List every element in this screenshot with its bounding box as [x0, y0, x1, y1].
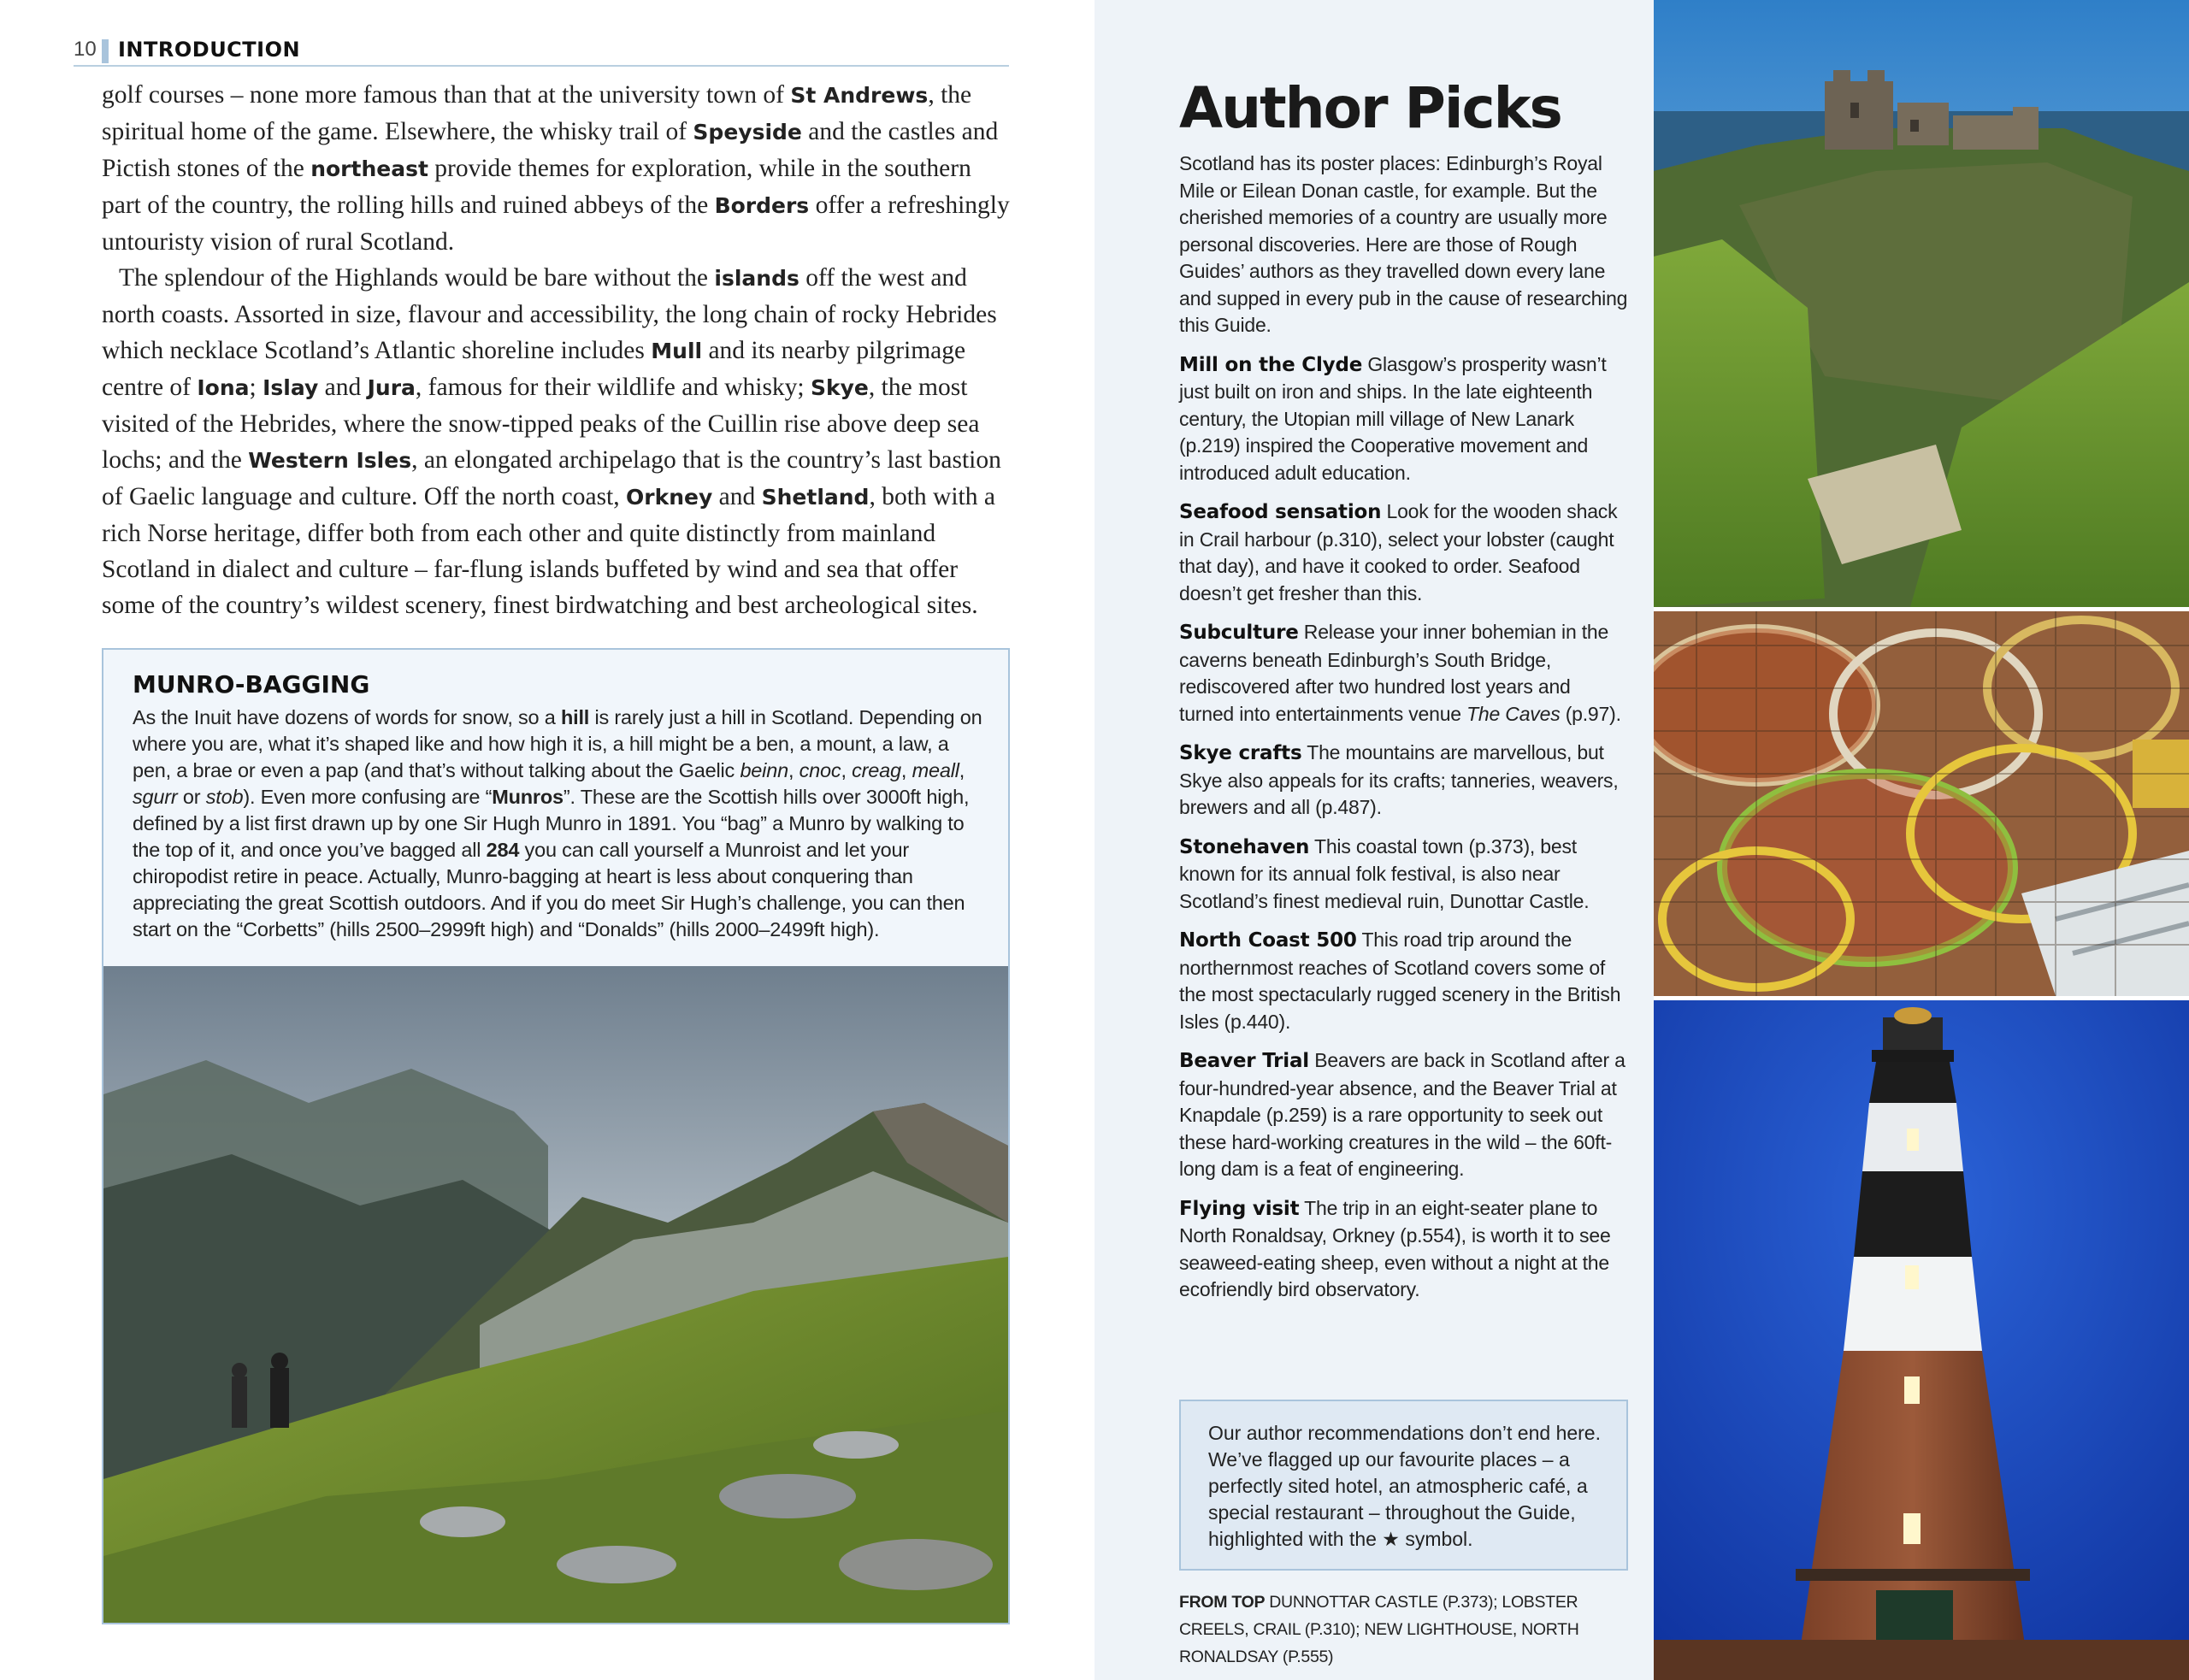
text-run: and — [318, 374, 368, 401]
text-run: , — [841, 759, 853, 781]
pick-item — [1179, 834, 1628, 916]
lighthouse-illustration — [1654, 1000, 2189, 1680]
page-number: 10 — [74, 38, 97, 61]
castle-cliff-illustration — [1654, 0, 2189, 607]
bold-term: Shetland — [761, 485, 870, 510]
pick-item — [1179, 619, 1628, 728]
italic-term: The Caves — [1466, 702, 1561, 725]
bold-term: Orkney — [626, 485, 713, 510]
author-picks-title: Author Picks — [1179, 75, 1561, 141]
bold-term: Skye — [811, 375, 869, 400]
text-run: Release your inner bohemian in the caverns beneath Edinburgh’s South Bridge, rediscovered after two hundred lost years and turned into entertainments venue — [1179, 621, 1609, 725]
author-picks-list — [1179, 150, 1628, 1316]
pick-name: Beaver Trial — [1179, 1050, 1309, 1072]
pick-name: North Coast 500 — [1179, 929, 1357, 952]
lighthouse-photo — [1654, 1000, 2189, 1680]
author-picks-intro: Scotland has its poster places: Edinburgh’s Royal Mile or Eilean Donan castle, for example. But the cherished memories of a country are usually more personal discoveries. Here are those of Rough Guides’ authors as they travelled down every lane and supped in every pub in the cause of researching this Guide. — [1179, 152, 1628, 336]
pick-item — [1179, 1047, 1628, 1183]
recommendations-note-text: Our author recommendations don’t end here. We’ve flagged up our favourite places – a perfectly sited hotel, an atmospheric café, a special restaurant – throughout the Guide, highlighted with the ★ symbol. — [1208, 1422, 1601, 1550]
bold-term: St Andrews — [790, 83, 929, 108]
dunnottar-castle-photo — [1654, 0, 2189, 607]
text-run: Beavers are back in Scotland after a four-hundred-year absence, and the Beaver Trial at Knapdale (p.259) is a rare opportunity to seek out these hard-working creatures in the wild – the 60ft-long dam is a feat of engineering. — [1179, 1049, 1626, 1180]
photo-column — [1654, 0, 2189, 1680]
text-run: (p.97). — [1560, 702, 1621, 725]
bold-term: Munros — [492, 786, 563, 808]
italic-term: beinn — [740, 759, 788, 781]
text-run: golf courses – none more famous than that at the university town of — [102, 81, 791, 109]
bold-term: 284 — [486, 839, 520, 861]
text-run: is rarely just a hill in Scotland. Depending on where you are, what it’s shaped like and how high it is, a hill might be a ben, a mount, a law, a pen, a brae or even a pap (and that’s without talking about the Gaelic — [133, 706, 982, 781]
pick-item — [1179, 927, 1628, 1035]
text-run: This road trip around the northernmost reaches of Scotland covers some of the most spectacularly rugged scenery in the British Isles (p.440). — [1179, 928, 1621, 1033]
pick-name: Subculture — [1179, 622, 1299, 644]
munro-box-title: MUNRO-BAGGING — [133, 670, 370, 699]
text-run: , an elongated archipelago that is the country’s last bastion of Gaelic language and culture. Off the north coast, — [102, 446, 1001, 510]
text-run: and — [712, 483, 762, 510]
left-page — [0, 0, 1094, 1680]
bold-term: hill — [560, 706, 590, 728]
text-run: ). Even more confusing are “ — [243, 786, 493, 808]
credits-text: DUNNOTTAR CASTLE (P.373); LOBSTER CREELS, CRAIL (P.310); NEW LIGHTHOUSE, NORTH RONALDSAY (P.555) — [1179, 1593, 1579, 1666]
text-run: ; — [249, 374, 263, 401]
text-run: The trip in an eight-seater plane to North Ronaldsay, Orkney (p.554), is worth it to see seaweed-eating sheep, even without a night at the ecofriendly bird observatory. — [1179, 1196, 1611, 1300]
italic-term: sgurr — [133, 786, 178, 808]
bold-term: islands — [714, 266, 799, 291]
text-run: provide themes for exploration, while in the southern part of the country, the rolling hills and ruined abbeys of the — [102, 155, 971, 219]
text-run: you can call yourself a Munroist and let your chiropodist retire in peace. Actually, Munro-bagging at heart is less about conquering than appreciating the great Scottish outdoors. And if you do meet Sir Hugh’s challenge, you can then start on the “Corbetts” (hills 2500–2999ft high) and “Donalds” (hills 2000–2499ft high). — [133, 839, 965, 940]
bold-term: Mull — [651, 339, 703, 363]
photo-credits — [1179, 1589, 1624, 1671]
pick-name: Stonehaven — [1179, 835, 1310, 858]
text-run: As the Inuit have dozens of words for snow, so a — [133, 706, 561, 728]
recommendations-note-box — [1179, 1400, 1628, 1571]
text-run: The splendour of the Highlands would be bare without the — [119, 264, 715, 292]
munro-hikers-photo — [103, 966, 1008, 1623]
text-run: , the spiritual home of the game. Elsewhere, the whisky trail of — [102, 81, 972, 145]
bold-term: Iona — [197, 375, 250, 400]
munro-box-text — [133, 704, 988, 943]
bold-term: Western Isles — [248, 448, 412, 473]
bold-term: Speyside — [693, 120, 802, 144]
text-run: offer a refreshingly untouristy vision of rural Scotland. — [102, 192, 1010, 256]
pick-item — [1179, 1195, 1628, 1304]
italic-term: stob — [205, 786, 244, 808]
text-run: off the west and north coasts. Assorted in size, flavour and accessibility, the long chain of rocky Hebrides which necklace Scotland’s Atlantic shoreline includes — [102, 264, 997, 364]
pick-name: Flying visit — [1179, 1197, 1300, 1220]
pick-name: Skye crafts — [1179, 742, 1302, 764]
munro-bagging-box — [102, 648, 1010, 1624]
italic-term: meall — [912, 759, 959, 781]
running-header — [74, 36, 1009, 67]
bold-term: northeast — [310, 156, 428, 181]
text-run: and the castles and Pictish stones of the — [102, 118, 999, 182]
bold-term: Islay — [263, 375, 319, 400]
pick-item — [1179, 498, 1628, 607]
text-run: Look for the wooden shack in Crail harbour (p.310), select your lobster (caught that day), and have it cooked to order. Seafood doesn’t get fresher than this. — [1179, 500, 1618, 604]
text-run: , — [788, 759, 799, 781]
intro-paragraph-1 — [102, 77, 1010, 260]
header-accent-bar — [102, 39, 109, 63]
bold-term: Jura — [367, 375, 416, 400]
intro-body — [102, 77, 1010, 623]
text-run: , the most visited of the Hebrides, where the snow-tipped peaks of the Cuillin rise above deep sea lochs; and the — [102, 374, 980, 474]
bold-term: Borders — [714, 193, 810, 218]
text-run: and its nearby pilgrimage centre of — [102, 337, 966, 401]
text-run: , famous for their wildlife and whisky; — [415, 374, 811, 401]
credits-label: FROM TOP — [1179, 1593, 1266, 1612]
text-run: , — [959, 759, 965, 781]
pick-item — [1179, 740, 1628, 822]
italic-term: cnoc — [799, 759, 841, 781]
lobster-creels-illustration — [1654, 611, 2189, 996]
pick-name: Mill on the Clyde — [1179, 353, 1363, 376]
pick-name: Seafood sensation — [1179, 501, 1382, 523]
text-run: This coastal town (p.373), best known for its annual folk festival, is also near Scotland’s finest medieval ruin, Dunottar Castle. — [1179, 834, 1590, 912]
italic-term: creag — [852, 759, 901, 781]
text-run: ”. These are the Scottish hills over 3000ft high, defined by a list first drawn up by one Sir Hugh Munro in 1891. You “bag” a Munro by walking to the top of it, and once you’ve bagged all — [133, 786, 970, 861]
text-run: , both with a rich Norse heritage, differ both from each other and quite distinctly from mainland Scotland in dialect and culture – far-flung islands buffeted by wind and sea that offer some of the country’s wildest scenery, finest birdwatching and best archeological sites. — [102, 483, 995, 619]
text-run: The mountains are marvellous, but Skye also appeals for its crafts; tanneries, weavers, brewers and all (p.487). — [1179, 741, 1619, 818]
mountain-ridge-illustration — [103, 966, 1008, 1623]
text-run: , — [900, 759, 912, 781]
text-run: or — [177, 786, 206, 808]
intro-paragraph-2 — [102, 260, 1010, 623]
pick-item — [1179, 351, 1628, 487]
lobster-creels-photo — [1654, 611, 2189, 996]
section-title: INTRODUCTION — [118, 38, 301, 62]
text-run: Glasgow’s prosperity wasn’t just built on iron and ships. In the late eighteenth century, the Utopian mill village of New Lanark (p.219) inspired the Cooperative movement and introduced adult education. — [1179, 352, 1607, 484]
